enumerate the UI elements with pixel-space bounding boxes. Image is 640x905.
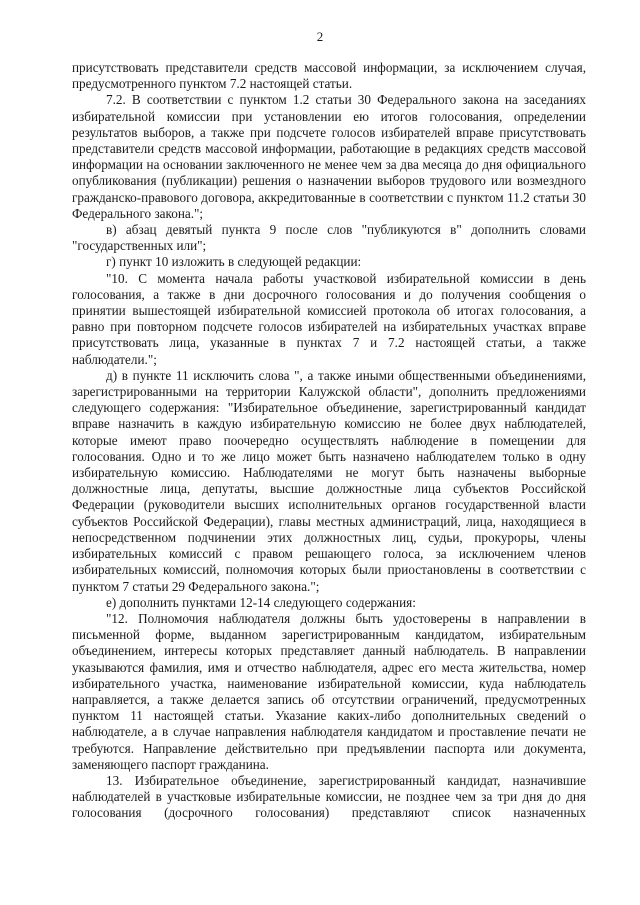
- paragraph: д) в пункте 11 исключить слова ", а также иными общественными объединениями, зарегистрированными на территории Калужской области", дополнить предложениями следующего содержания: "Избирательное объединение, зарегистрированный кандидат вправе назначить в каждую избирательную комиссию не более двух наблюдателей, которые имеют право поочередно осуществлять наблюдение в помещении для голосования. Одно и то же лицо может быть назначено наблюдателем только в одну избирательную комиссию. Наблюдателями не могут быть назначены выборные должностные лица, депутаты, высшие должностные лица субъектов Российской Федерации (руководители высших исполнительных органов государственной власти субъектов Российской Федерации), главы местных администраций, лица, находящиеся в непосредственном подчинении этих должностных лиц, судьи, прокуроры, члены избирательных комиссий с правом решающего голоса, за исключением членов избирательных комиссий, полномочия которых были приостановлены в соответствии с пунктом 7 статьи 29 Федерального закона.";: [72, 367, 586, 594]
- paragraph: присутствовать представители средств массовой информации, за исключением случая, предусмотренного пунктом 7.2 настоящей статьи.: [72, 60, 586, 92]
- document-body: [72, 60, 586, 822]
- page-number: 2: [316, 29, 324, 44]
- paragraph: е) дополнить пунктами 12-14 следующего содержания:: [106, 594, 416, 610]
- paragraph: 7.2. В соответствии с пунктом 1.2 статьи 30 Федерального закона на заседаниях избирательной комиссии при установлении ею итогов голосования, определении результатов выборов, а также при подсчете голосов избирателей вправе присутствовать представители средств массовой информации, работающие в редакциях средств массовой информации на основании заключенного не менее чем за два месяца до дня официального опубликования (публикации) решения о назначении выборов трудового или возмездного гражданско-правового договора, аккредитованные в соответствии с пунктом 11.2 статьи 30 Федерального закона.";: [72, 92, 586, 221]
- paragraph: 13. Избирательное объединение, зарегистрированный кандидат, назначившие наблюдателей в участковые избирательные комиссии, не позднее чем за три дня до дня голосования (досрочного голосования) представляют список назначенных: [72, 772, 586, 821]
- paragraph: в) абзац девятый пункта 9 после слов "публикуются в" дополнить словами "государственных или";: [72, 222, 586, 254]
- paragraph: г) пункт 10 изложить в следующей редакции:: [106, 254, 362, 270]
- paragraph: "12. Полномочия наблюдателя должны быть удостоверены в направлении в письменной форме, выданном зарегистрированным кандидатом, избирательным объединением, интересы которых представляет данный наблюдатель. В направлении указываются фамилия, имя и отчество наблюдателя, адрес его места жительства, номер избирательного участка, наименование избирательной комиссии, куда наблюдатель направляется, а также делается запись об отсутствии ограничений, предусмотренных пунктом 11 настоящей статьи. Указание каких-либо дополнительных сведений о наблюдателе, а в случае направления наблюдателя кандидатом и проставление печати не требуются. Направление действительно при предъявлении паспорта или документа, заменяющего паспорт гражданина.: [72, 610, 586, 772]
- paragraph: "10. С момента начала работы участковой избирательной комиссии в день голосования, а также в дни досрочного голосования и до получения сообщения о принятии вышестоящей избирательной комиссией протокола об итогах голосования, а равно при повторном подсчете голосов избирателей на избирательных участках вправе присутствовать лица, указанные в пунктах 7 и 7.2 настоящей статьи, а также наблюдатели.";: [72, 270, 586, 367]
